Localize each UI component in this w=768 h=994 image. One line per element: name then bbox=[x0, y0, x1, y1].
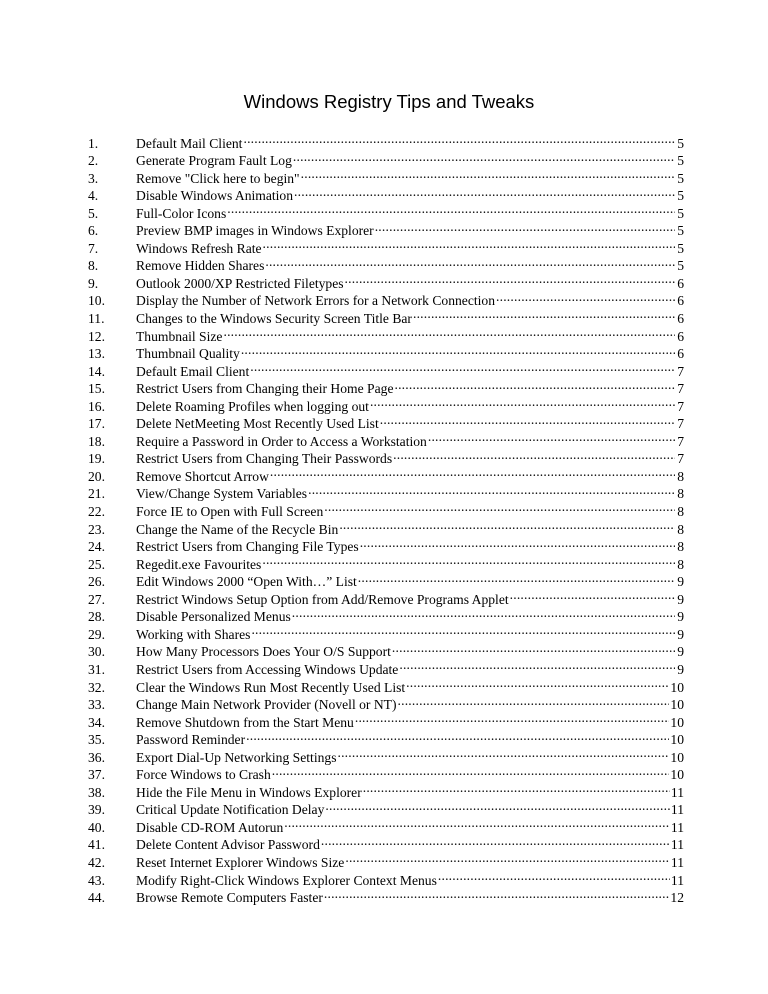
toc-entry-number: 33. bbox=[88, 697, 105, 713]
toc-dot-leader bbox=[263, 235, 675, 253]
toc-entry-page-number: 5 bbox=[677, 258, 684, 274]
toc-entry-title: Reset Internet Explorer Windows Size bbox=[136, 854, 345, 870]
toc-dot-leader bbox=[380, 411, 675, 429]
toc-entry-page-number: 12 bbox=[670, 890, 684, 906]
toc-dot-leader bbox=[393, 446, 675, 464]
toc-dot-leader bbox=[251, 621, 675, 639]
toc-dot-leader bbox=[345, 849, 670, 867]
toc-entry-page-number: 9 bbox=[677, 661, 684, 677]
toc-entry-number: 34. bbox=[88, 714, 105, 730]
toc-entry-title: Export Dial-Up Networking Settings bbox=[136, 749, 337, 765]
toc-entry-number: 23. bbox=[88, 521, 105, 537]
toc-entry-number: 16. bbox=[88, 398, 105, 414]
toc-entry-page-number: 6 bbox=[677, 311, 684, 327]
toc-dot-leader bbox=[339, 516, 675, 534]
toc-entry-number: 41. bbox=[88, 837, 105, 853]
toc-dot-leader bbox=[375, 218, 675, 236]
toc-entry-page-number: 11 bbox=[670, 837, 684, 853]
toc-entry-page-number: 10 bbox=[670, 697, 684, 713]
toc-dot-leader bbox=[321, 832, 670, 850]
toc-dot-leader bbox=[370, 393, 675, 411]
toc-entry-title: Change Main Network Provider (Novell or NT) bbox=[136, 697, 397, 713]
toc-entry-page-number: 8 bbox=[677, 539, 684, 555]
toc-entry-title: Delete NetMeeting Most Recently Used List bbox=[136, 416, 379, 432]
toc-entry-title: How Many Processors Does Your O/S Support bbox=[136, 644, 391, 660]
toc-entry-title: Working with Shares bbox=[136, 626, 251, 642]
toc-dot-leader bbox=[262, 551, 675, 569]
toc-dot-leader bbox=[241, 341, 675, 359]
toc-entry-number: 9. bbox=[88, 275, 99, 291]
toc-dot-leader bbox=[358, 569, 675, 587]
toc-entry-title: View/Change System Variables bbox=[136, 486, 308, 502]
toc-dot-leader bbox=[270, 463, 675, 481]
toc-entry-title: Change the Name of the Recycle Bin bbox=[136, 521, 339, 537]
toc-dot-leader bbox=[398, 692, 670, 710]
toc-dot-leader bbox=[284, 814, 670, 832]
toc-entry-page-number: 11 bbox=[670, 819, 684, 835]
toc-entry-number: 2. bbox=[88, 153, 99, 169]
toc-entry-title: Generate Program Fault Log bbox=[136, 153, 292, 169]
toc-entry-number: 29. bbox=[88, 626, 105, 642]
toc-entry-number: 37. bbox=[88, 767, 105, 783]
toc-entry-title: Windows Refresh Rate bbox=[136, 240, 262, 256]
toc-dot-leader bbox=[301, 165, 675, 183]
toc-entry-number: 7. bbox=[88, 240, 99, 256]
toc-entry-title: Force Windows to Crash bbox=[136, 767, 271, 783]
toc-entry-title: Require a Password in Order to Access a Workstation bbox=[136, 433, 427, 449]
toc-dot-leader bbox=[337, 744, 669, 762]
toc-entry-number: 43. bbox=[88, 872, 105, 888]
toc-entry-page-number: 7 bbox=[677, 416, 684, 432]
toc-entry-number: 5. bbox=[88, 205, 99, 221]
toc-entry-number: 30. bbox=[88, 644, 105, 660]
toc-dot-leader bbox=[438, 867, 670, 885]
toc-dot-leader bbox=[406, 674, 669, 692]
toc-entry-page-number: 11 bbox=[670, 854, 684, 870]
toc-dot-leader bbox=[399, 656, 675, 674]
toc-entry-title: Clear the Windows Run Most Recently Used List bbox=[136, 679, 406, 695]
toc-entry-title: Outlook 2000/XP Restricted Filetypes bbox=[136, 275, 344, 291]
toc-entry-page-number: 5 bbox=[677, 240, 684, 256]
toc-entry-number: 31. bbox=[88, 661, 105, 677]
toc-entry-page-number: 6 bbox=[677, 275, 684, 291]
toc-entry-page-number: 9 bbox=[677, 591, 684, 607]
toc-entry-title: Thumbnail Size bbox=[136, 328, 223, 344]
toc-entry-title: Disable CD-ROM Autorun bbox=[136, 819, 284, 835]
toc-entry-page-number: 5 bbox=[677, 223, 684, 239]
toc-dot-leader bbox=[392, 639, 675, 657]
toc-entry-page-number: 6 bbox=[677, 293, 684, 309]
toc-entry-title: Preview BMP images in Windows Explorer bbox=[136, 223, 374, 239]
toc-entry-number: 18. bbox=[88, 433, 105, 449]
toc-dot-leader bbox=[363, 779, 670, 797]
toc-entry-number: 21. bbox=[88, 486, 105, 502]
toc-entry-page-number: 10 bbox=[670, 749, 684, 765]
toc-entry-number: 25. bbox=[88, 556, 105, 572]
toc-dot-leader bbox=[227, 200, 675, 218]
toc-entry-page-number: 8 bbox=[677, 556, 684, 572]
toc-entry-page-number: 5 bbox=[677, 153, 684, 169]
toc-entry-title: Remove "Click here to begin" bbox=[136, 170, 300, 186]
toc-entry-page-number: 9 bbox=[677, 626, 684, 642]
toc-entry-number: 39. bbox=[88, 802, 105, 818]
toc-entry-page-number: 8 bbox=[677, 486, 684, 502]
toc-entry-number: 42. bbox=[88, 854, 105, 870]
toc-entry-number: 20. bbox=[88, 468, 105, 484]
toc-entry-page-number: 7 bbox=[677, 363, 684, 379]
toc-entry-page-number: 10 bbox=[670, 732, 684, 748]
toc-entry[interactable] bbox=[88, 130, 684, 151]
toc-dot-leader bbox=[294, 183, 675, 201]
toc-entry-page-number: 10 bbox=[670, 679, 684, 695]
toc-entry-page-number: 7 bbox=[677, 451, 684, 467]
toc-entry-number: 12. bbox=[88, 328, 105, 344]
toc-dot-leader bbox=[324, 885, 670, 903]
toc-dot-leader bbox=[250, 358, 675, 376]
toc-entry-number: 27. bbox=[88, 591, 105, 607]
toc-entry-number: 14. bbox=[88, 363, 105, 379]
toc-entry-number: 22. bbox=[88, 504, 105, 520]
toc-entry-title: Disable Windows Animation bbox=[136, 188, 294, 204]
toc-entry-number: 40. bbox=[88, 819, 105, 835]
toc-entry-number: 26. bbox=[88, 574, 105, 590]
toc-entry-page-number: 9 bbox=[677, 609, 684, 625]
toc-dot-leader bbox=[428, 428, 675, 446]
toc-entry-page-number: 7 bbox=[677, 433, 684, 449]
toc-entry-page-number: 8 bbox=[677, 521, 684, 537]
toc-entry-number: 35. bbox=[88, 732, 105, 748]
toc-entry-page-number: 6 bbox=[677, 328, 684, 344]
toc-entry-number: 1. bbox=[88, 135, 99, 151]
toc-entry-page-number: 11 bbox=[670, 802, 684, 818]
toc-entry-page-number: 7 bbox=[677, 381, 684, 397]
toc-entry-number: 10. bbox=[88, 293, 105, 309]
toc-entry-page-number: 9 bbox=[677, 574, 684, 590]
toc-entry-number: 13. bbox=[88, 346, 105, 362]
toc-entry-title: Remove Shortcut Arrow bbox=[136, 468, 269, 484]
toc-entry-number: 28. bbox=[88, 609, 105, 625]
toc-entry-number: 32. bbox=[88, 679, 105, 695]
toc-dot-leader bbox=[355, 709, 670, 727]
toc-entry-title: Restrict Users from Changing their Home Page bbox=[136, 381, 394, 397]
toc-entry-number: 15. bbox=[88, 381, 105, 397]
toc-entry-page-number: 10 bbox=[670, 714, 684, 730]
toc-entry-page-number: 5 bbox=[677, 135, 684, 151]
toc-entry-title: Display the Number of Network Errors for a Network Connection bbox=[136, 293, 496, 309]
toc-entry-title: Force IE to Open with Full Screen bbox=[136, 504, 324, 520]
toc-entry-number: 38. bbox=[88, 784, 105, 800]
toc-dot-leader bbox=[345, 270, 675, 288]
toc-entry-title: Hide the File Menu in Windows Explorer bbox=[136, 784, 362, 800]
toc-entry-title: Default Email Client bbox=[136, 363, 250, 379]
toc-entry-page-number: 8 bbox=[677, 468, 684, 484]
toc-entry-title: Full-Color Icons bbox=[136, 205, 227, 221]
toc-dot-leader bbox=[243, 130, 675, 148]
toc-entry-page-number: 5 bbox=[677, 205, 684, 221]
toc-entry-title: Remove Shutdown from the Start Menu bbox=[136, 714, 354, 730]
toc-entry-title: Password Reminder bbox=[136, 732, 246, 748]
toc-dot-leader bbox=[325, 797, 670, 815]
toc-entry-number: 6. bbox=[88, 223, 99, 239]
toc-entry-title: Restrict Users from Accessing Windows Update bbox=[136, 661, 399, 677]
toc-entry-number: 44. bbox=[88, 890, 105, 906]
toc-entry-page-number: 5 bbox=[677, 188, 684, 204]
toc-entry-page-number: 11 bbox=[670, 872, 684, 888]
document-title: Windows Registry Tips and Tweaks bbox=[243, 91, 535, 112]
toc-dot-leader bbox=[265, 253, 675, 271]
toc-entry-title: Disable Personalized Menus bbox=[136, 609, 291, 625]
toc-entry-title: Edit Windows 2000 “Open With…” List bbox=[136, 574, 357, 590]
toc-dot-leader bbox=[413, 305, 675, 323]
toc-dot-leader bbox=[496, 288, 675, 306]
toc-entry-number: 24. bbox=[88, 539, 105, 555]
toc-entry-page-number: 8 bbox=[677, 504, 684, 520]
toc-entry-number: 17. bbox=[88, 416, 105, 432]
table-of-contents bbox=[88, 130, 684, 906]
toc-entry-title: Thumbnail Quality bbox=[136, 346, 240, 362]
toc-entry-page-number: 11 bbox=[670, 784, 684, 800]
toc-entry-number: 4. bbox=[88, 188, 99, 204]
toc-dot-leader bbox=[510, 586, 675, 604]
toc-entry-title: Restrict Users from Changing File Types bbox=[136, 539, 359, 555]
toc-entry-number: 11. bbox=[88, 311, 105, 327]
toc-entry-number: 3. bbox=[88, 170, 99, 186]
toc-entry-title: Browse Remote Computers Faster bbox=[136, 890, 323, 906]
toc-entry-title: Remove Hidden Shares bbox=[136, 258, 265, 274]
toc-entry-title: Regedit.exe Favourites bbox=[136, 556, 262, 572]
toc-dot-leader bbox=[272, 762, 670, 780]
toc-entry-page-number: 5 bbox=[677, 170, 684, 186]
toc-entry-title: Changes to the Windows Security Screen Title Bar bbox=[136, 311, 412, 327]
toc-entry-title: Default Mail Client bbox=[136, 135, 243, 151]
toc-dot-leader bbox=[394, 376, 675, 394]
toc-entry-page-number: 7 bbox=[677, 398, 684, 414]
toc-entry-title: Modify Right-Click Windows Explorer Context Menus bbox=[136, 872, 437, 888]
toc-entry-title: Restrict Users from Changing Their Passwords bbox=[136, 451, 393, 467]
toc-dot-leader bbox=[308, 481, 675, 499]
toc-dot-leader bbox=[292, 604, 675, 622]
toc-entry-title: Restrict Windows Setup Option from Add/Remove Programs Applet bbox=[136, 591, 509, 607]
toc-entry-number: 8. bbox=[88, 258, 99, 274]
toc-entry-title: Delete Roaming Profiles when logging out bbox=[136, 398, 369, 414]
toc-entry-title: Critical Update Notification Delay bbox=[136, 802, 325, 818]
toc-entry-page-number: 6 bbox=[677, 346, 684, 362]
toc-entry-page-number: 9 bbox=[677, 644, 684, 660]
toc-dot-leader bbox=[324, 498, 675, 516]
toc-dot-leader bbox=[246, 727, 669, 745]
toc-entry-number: 36. bbox=[88, 749, 105, 765]
toc-dot-leader bbox=[223, 323, 675, 341]
toc-entry-title: Delete Content Advisor Password bbox=[136, 837, 320, 853]
toc-dot-leader bbox=[360, 534, 675, 552]
toc-entry-page-number: 10 bbox=[670, 767, 684, 783]
toc-dot-leader bbox=[293, 148, 675, 166]
toc-entry-number: 19. bbox=[88, 451, 105, 467]
